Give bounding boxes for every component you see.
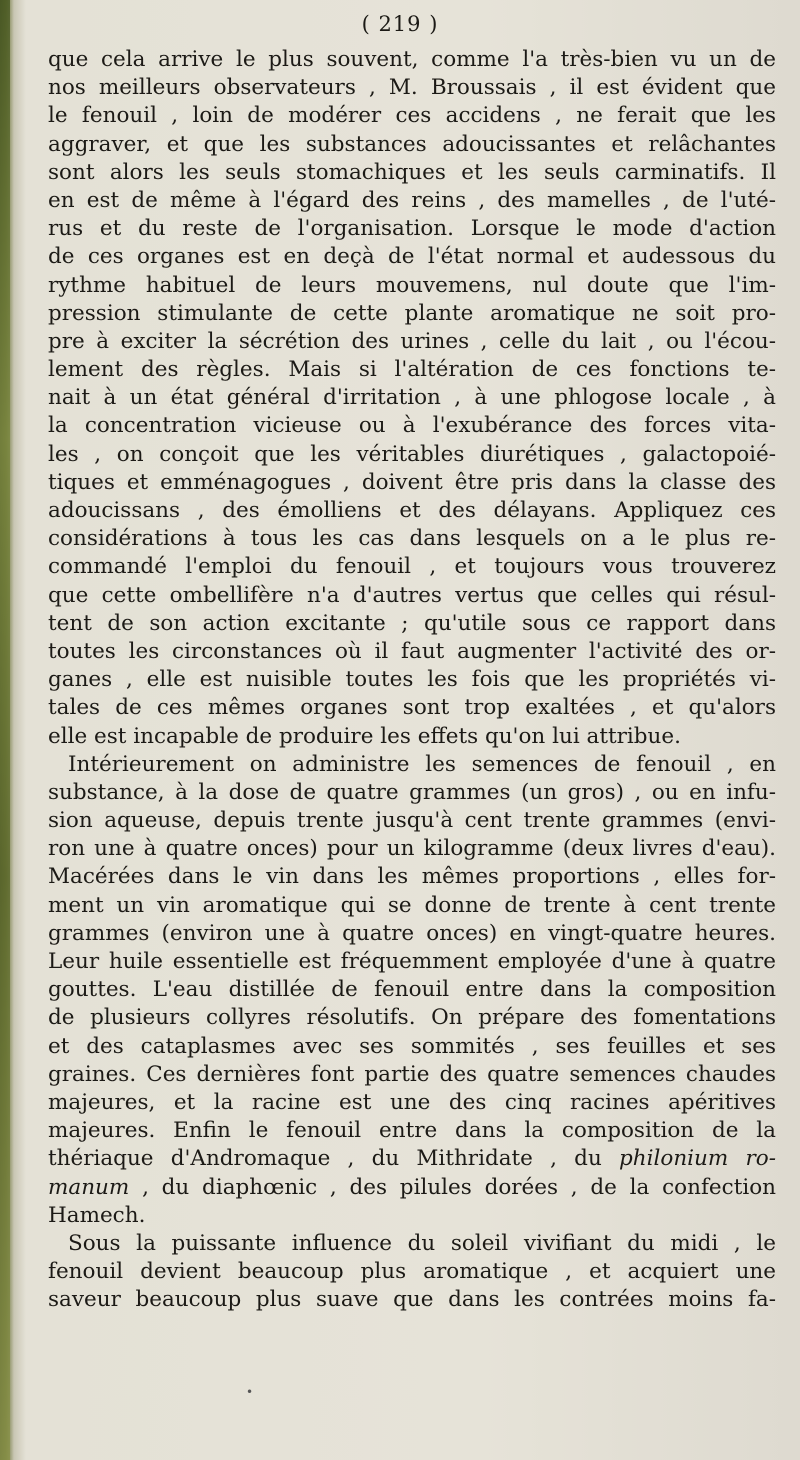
paragraph-start: Intérieurement on administre les semences de fenouil , en bbox=[68, 751, 776, 777]
text-line: en est de même à l'égard des reins , des mamelles , de l'uté- bbox=[48, 187, 776, 213]
text-line: ganes , elle est nuisible toutes les fois que les propriétés vi- bbox=[48, 667, 776, 693]
text-line: Hamech. bbox=[48, 1202, 146, 1228]
text-line: la concentration vicieuse ou à l'exubérance des forces vita- bbox=[48, 413, 776, 439]
text-line: nos meilleurs observateurs , M. Broussais , il est évident que bbox=[48, 75, 776, 101]
text-line: saveur beaucoup plus suave que dans les contrées moins fa- bbox=[48, 1287, 776, 1313]
text-line: le fenouil , loin de modérer ces accidens , ne ferait que les bbox=[48, 103, 776, 129]
text-line: ron une à quatre onces) pour un kilogramme (deux livres d'eau). bbox=[48, 836, 776, 862]
text-line: que cette ombellifère n'a d'autres vertus que celles qui résul- bbox=[48, 582, 776, 608]
text-line: tales de ces mêmes organes sont trop exaltées , et qu'alors bbox=[48, 695, 776, 721]
text-segment: thériaque d'Andromaque , du Mithridate , du bbox=[48, 1146, 620, 1172]
text-line: de ces organes est en deçà de l'état normal et audessous du bbox=[48, 244, 776, 270]
text-line: les , on conçoit que les véritables diurétiques , galactopoié- bbox=[48, 441, 776, 467]
page-number: ( 219 ) bbox=[361, 12, 439, 36]
italic-term-end: manum bbox=[48, 1174, 130, 1200]
text-line: lement des règles. Mais si l'altération de ces fonctions te- bbox=[48, 357, 776, 383]
italic-term-continued bbox=[48, 1175, 776, 1200]
text-line: toutes les circonstances où il faut augmenter l'activité des or- bbox=[48, 638, 776, 664]
print-mark: • bbox=[246, 1385, 254, 1399]
text-line: sion aqueuse, depuis trente jusqu'à cent trente grammes (envi- bbox=[48, 808, 776, 834]
text-line: que cela arrive le plus souvent, comme l'a très-bien vu un de bbox=[48, 47, 776, 72]
text-line: de plusieurs collyres résolutifs. On prépare des fomentations bbox=[48, 1005, 776, 1031]
text-line: tent de son action excitante ; qu'utile sous ce rapport dans bbox=[48, 610, 776, 636]
text-line: tiques et emménagogues , doivent être pris dans la classe des bbox=[48, 469, 776, 495]
text-line: majeures, et la racine est une des cinq racines apéritives bbox=[48, 1089, 776, 1115]
italic-term: philonium ro- bbox=[619, 1146, 776, 1172]
text-line: gouttes. L'eau distillée de fenouil entre dans la composition bbox=[48, 977, 776, 1003]
text-line: fenouil devient beaucoup plus aromatique , et acquiert une bbox=[48, 1259, 776, 1285]
text-line: rythme habituel de leurs mouvemens, nul doute que l'im- bbox=[48, 272, 776, 298]
text-line-mixed bbox=[48, 1145, 776, 1173]
text-line: substance, à la dose de quatre grammes (un gros) , ou en infu- bbox=[48, 779, 776, 805]
text-line: graines. Ces dernières font partie des quatre semences chaudes bbox=[48, 1061, 776, 1087]
page-binding-edge bbox=[0, 0, 10, 1460]
text-line: rus et du reste de l'organisation. Lorsque le mode d'action bbox=[48, 216, 776, 242]
text-line-mixed bbox=[48, 1174, 776, 1202]
paragraph-start: Sous la puissante influence du soleil vivifiant du midi , le bbox=[68, 1230, 776, 1256]
text-line: grammes (environ une à quatre onces) en vingt-quatre heures. bbox=[48, 920, 776, 946]
text-line: pression stimulante de cette plante aromatique ne soit pro- bbox=[48, 300, 776, 326]
text-line: aggraver, et que les substances adoucissantes et relâchantes bbox=[48, 131, 776, 157]
text-line: Macérées dans le vin dans les mêmes proportions , elles for- bbox=[48, 864, 776, 890]
text-line: elle est incapable de produire les effets qu'on lui attribue. bbox=[48, 723, 681, 749]
text-line: sont alors les seuls stomachiques et les seuls carminatifs. Il bbox=[48, 159, 776, 185]
text-line: majeures. Enfin le fenouil entre dans la composition de la bbox=[48, 1118, 776, 1144]
body-text bbox=[48, 46, 776, 1314]
text-segment: , du diaphœnic , des pilules dorées , de la confection bbox=[129, 1174, 776, 1200]
text-line: et des cataplasmes avec ses sommités , ses feuilles et ses bbox=[48, 1033, 776, 1059]
text-line: Leur huile essentielle est fréquemment employée d'une à quatre bbox=[48, 949, 776, 974]
text-line: ment un vin aromatique qui se donne de trente à cent trente bbox=[48, 892, 776, 918]
text-line: considérations à tous les cas dans lesquels on a le plus re- bbox=[48, 526, 776, 552]
text-line: pre à exciter la sécrétion des urines , celle du lait , ou l'écou- bbox=[48, 328, 776, 354]
text-line: adoucissans , des émolliens et des délayans. Appliquez ces bbox=[48, 498, 776, 523]
text-line: nait à un état général d'irritation , à une phlogose locale , à bbox=[48, 385, 776, 411]
text-line: commandé l'emploi du fenouil , et toujours vous trouverez bbox=[48, 554, 776, 580]
